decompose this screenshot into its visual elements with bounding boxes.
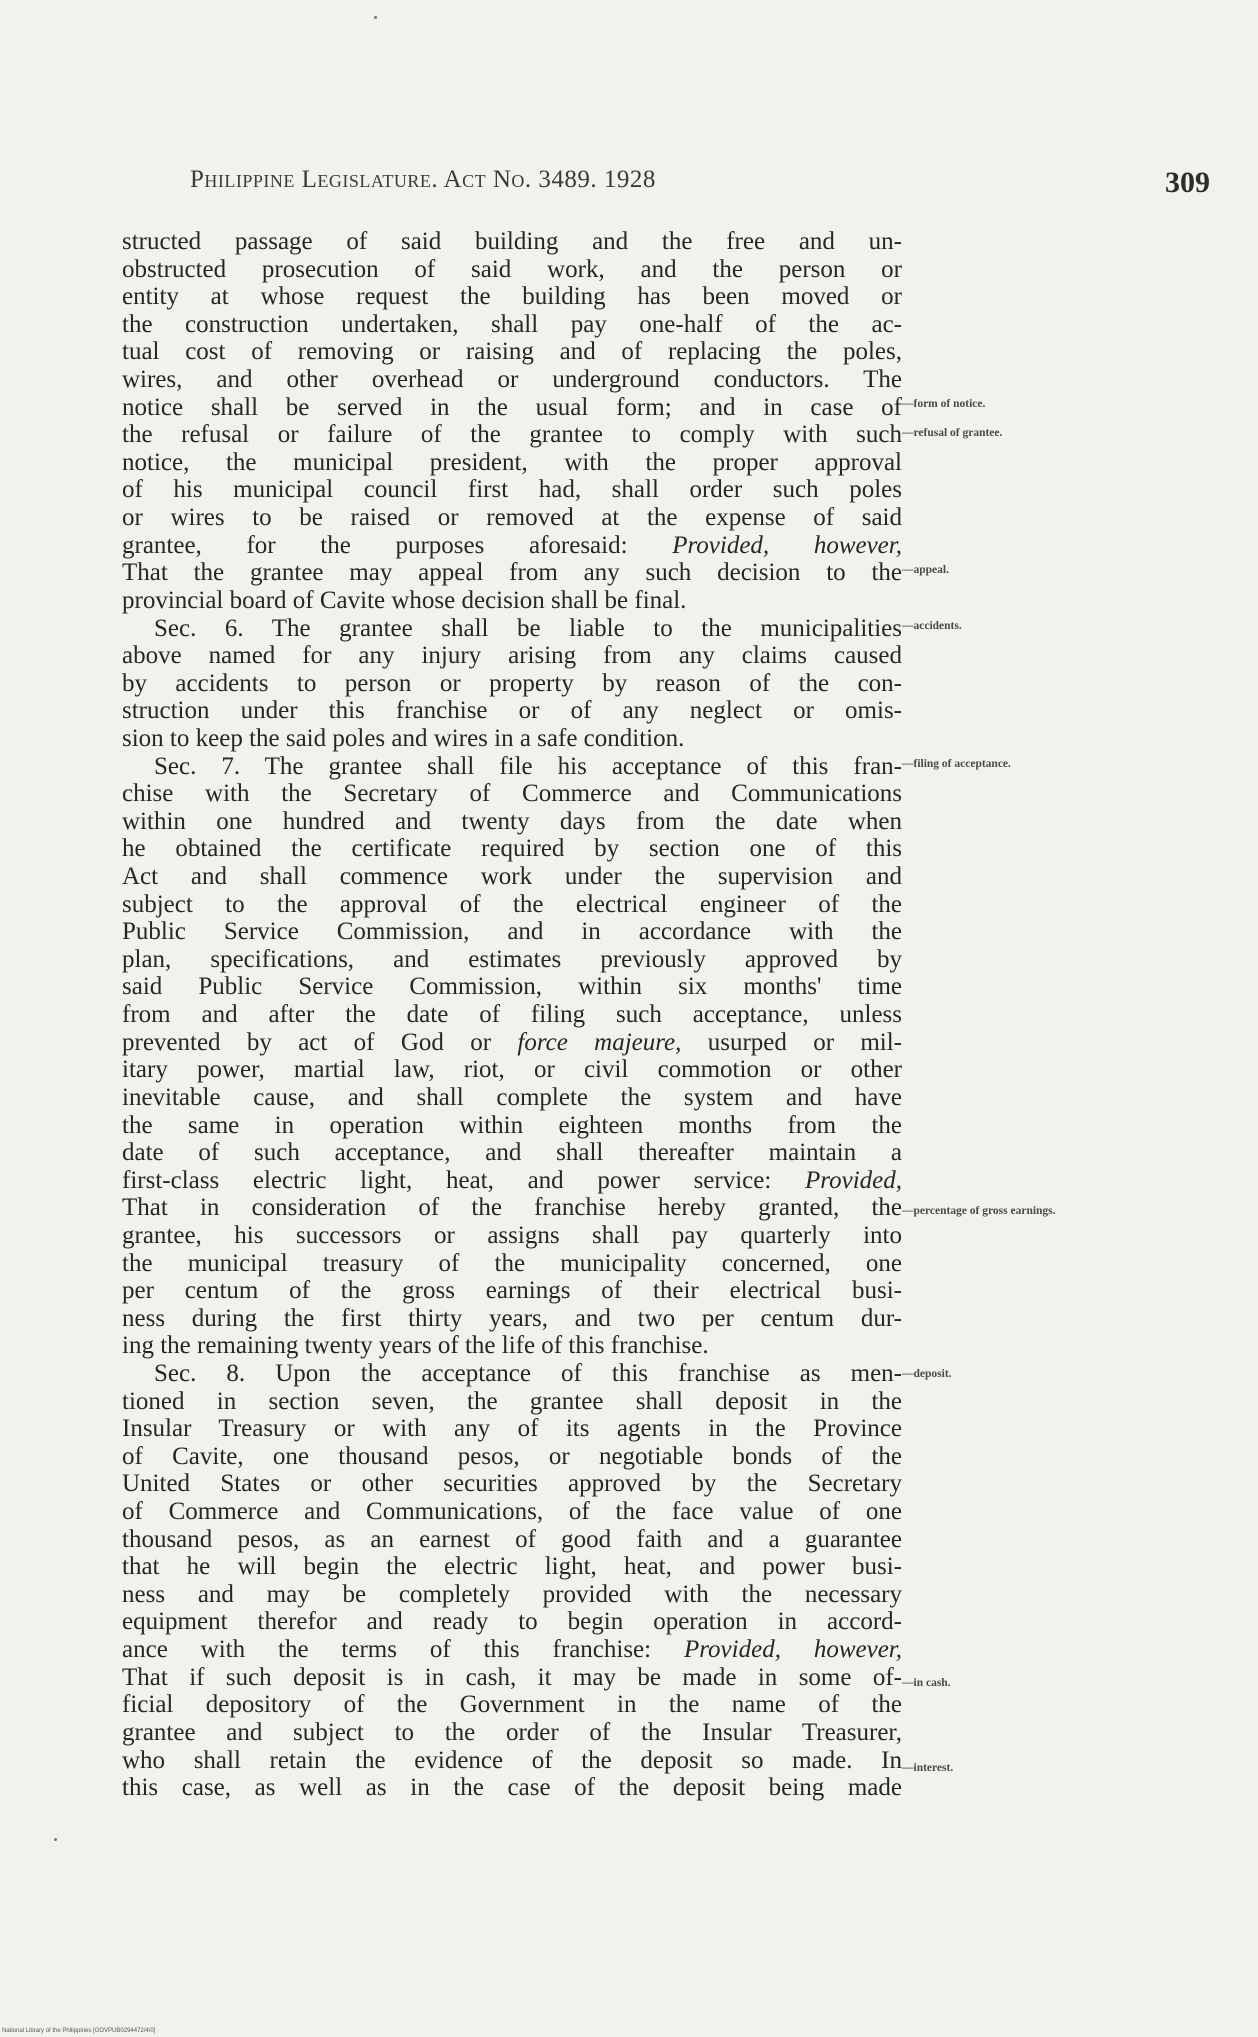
text-line: ficial depository of the Government in the name of the [122,1691,902,1719]
text-line: the construction undertaken, shall pay one-half of the ac- [122,310,902,338]
italic-run: Provided, [805,1166,902,1194]
text-line: wires, and other overhead or underground conductors. The [122,366,902,394]
margin-note-in-cash: —in cash. [902,1677,951,1689]
text-line: the municipal treasury of the municipality concerned, one [122,1249,902,1277]
text-line: of Commerce and Communications, of the face value of one [122,1498,902,1526]
text-run: first-class electric light, heat, and power service: [122,1166,806,1194]
running-title: Philippine Legislature. Act No. 3489. 1928 [190,166,656,193]
text-run: prevented by act of God or [122,1028,518,1056]
archive-footer: National Library of the Philippines [GOVPUB0294472/4/0] [2,2028,156,2034]
text-line: that he will begin the electric light, heat, and power busi- [122,1553,902,1581]
scan-speck [374,16,377,19]
section-6-start: Sec. 6. The grantee shall be liable to the municipalities [154,614,902,642]
text-line: per centum of the gross earnings of their electrical busi- [122,1277,902,1305]
margin-note-accidents: —accidents. [902,620,962,632]
text-line: inevitable cause, and shall complete the system and have [122,1083,902,1111]
text-line: grantee and subject to the order of the Insular Treasurer, [122,1718,902,1746]
text-line: notice shall be served in the usual form; and in case of [122,393,902,421]
text-run: ance with the terms of this franchise: [122,1636,684,1664]
margin-note-filing-of-acceptance: —filing of acceptance. [902,758,1011,770]
text-line: or wires to be raised or removed at the expense of said [122,504,902,532]
text-line: from and after the date of filing such acceptance, unless [122,1001,902,1029]
text-line: That the grantee may appeal from any such decision to the [122,559,902,587]
text-line: sion to keep the said poles and wires in a safe condition. [122,724,685,752]
text-line: this case, as well as in the case of the deposit being made [122,1774,902,1802]
text-line: above named for any injury arising from any claims caused [122,642,902,670]
text-line: chise with the Secretary of Commerce and Communications [122,780,902,808]
italic-run: Provided, however, [672,531,902,559]
margin-note-appeal: —appeal. [902,564,949,576]
text-line: ing the remaining twenty years of the life of this franchise. [122,1332,709,1360]
text-line: ness and may be completely provided with the necessary [122,1580,902,1608]
margin-note-interest: —interest. [902,1762,954,1774]
text-line: date of such acceptance, and shall thereafter maintain a [122,1139,902,1167]
text-line: struction under this franchise or of any neglect or omis- [122,697,902,725]
text-line: of Cavite, one thousand pesos, or negotiable bonds of the [122,1442,902,1470]
italic-run: force majeure, [517,1028,682,1056]
text-line: obstructed prosecution of said work, and the person or [122,255,902,283]
margin-note-deposit: —deposit. [902,1368,952,1380]
text-line: ness during the first thirty years, and two per centum dur- [122,1304,902,1332]
text-run: usurped or mil- [681,1028,903,1056]
margin-note-form-of-notice: —form of notice. [902,398,986,410]
section-8-start: Sec. 8. Upon the acceptance of this franchise as men- [154,1359,902,1387]
text-line: tioned in section seven, the grantee shall deposit in the [122,1387,902,1415]
body-text [122,228,902,1802]
text-line: said Public Service Commission, within six months' time [122,973,902,1001]
text-line: structed passage of said building and the free and un- [122,228,902,255]
text-line [122,1167,902,1195]
page-number: 309 [1165,166,1210,199]
text-line: entity at whose request the building has been moved or [122,283,902,311]
text-line: United States or other securities approved by the Secretary [122,1470,902,1498]
text-line: plan, specifications, and estimates previously approved by [122,945,902,973]
italic-run: Provided, however, [683,1636,902,1664]
text-line: Insular Treasury or with any of its agents in the Province [122,1415,902,1443]
text-line: by accidents to person or property by reason of the con- [122,669,902,697]
text-line: That in consideration of the franchise hereby granted, the [122,1194,902,1222]
text-line: who shall retain the evidence of the deposit so made. In [122,1746,902,1774]
margin-note-refusal-of-grantee: —refusal of grantee. [902,427,1003,439]
text-line: provincial board of Cavite whose decision shall be final. [122,586,687,614]
text-line: notice, the municipal president, with the proper approval [122,448,902,476]
text-line [122,532,902,560]
section-7-start: Sec. 7. The grantee shall file his acceptance of this fran- [154,752,902,780]
running-header [190,166,656,194]
text-line: equipment therefor and ready to begin operation in accord- [122,1608,902,1636]
text-line: the same in operation within eighteen months from the [122,1111,902,1139]
text-line: he obtained the certificate required by section one of this [122,835,902,863]
text-line: itary power, martial law, riot, or civil commotion or other [122,1056,902,1084]
text-line: tual cost of removing or raising and of replacing the poles, [122,338,902,366]
text-line: within one hundred and twenty days from the date when [122,807,902,835]
text-line [122,1029,902,1057]
text-line: grantee, his successors or assigns shall pay quarterly into [122,1221,902,1249]
text-line: thousand pesos, as an earnest of good faith and a guarantee [122,1525,902,1553]
text-line: Act and shall commence work under the supervision and [122,863,902,891]
text-line: That if such deposit is in cash, it may be made in some of- [122,1663,902,1691]
text-line: of his municipal council first had, shall order such poles [122,476,902,504]
scan-speck [54,1838,57,1841]
text-line: Public Service Commission, and in accordance with the [122,918,902,946]
text-line: subject to the approval of the electrical engineer of the [122,890,902,918]
text-line [122,1636,902,1664]
text-line: the refusal or failure of the grantee to comply with such [122,421,902,449]
margin-note-percentage-of-gross-earnings: —percentage of gross earnings. [902,1205,1056,1217]
text-run: grantee, for the purposes aforesaid: [122,531,673,559]
